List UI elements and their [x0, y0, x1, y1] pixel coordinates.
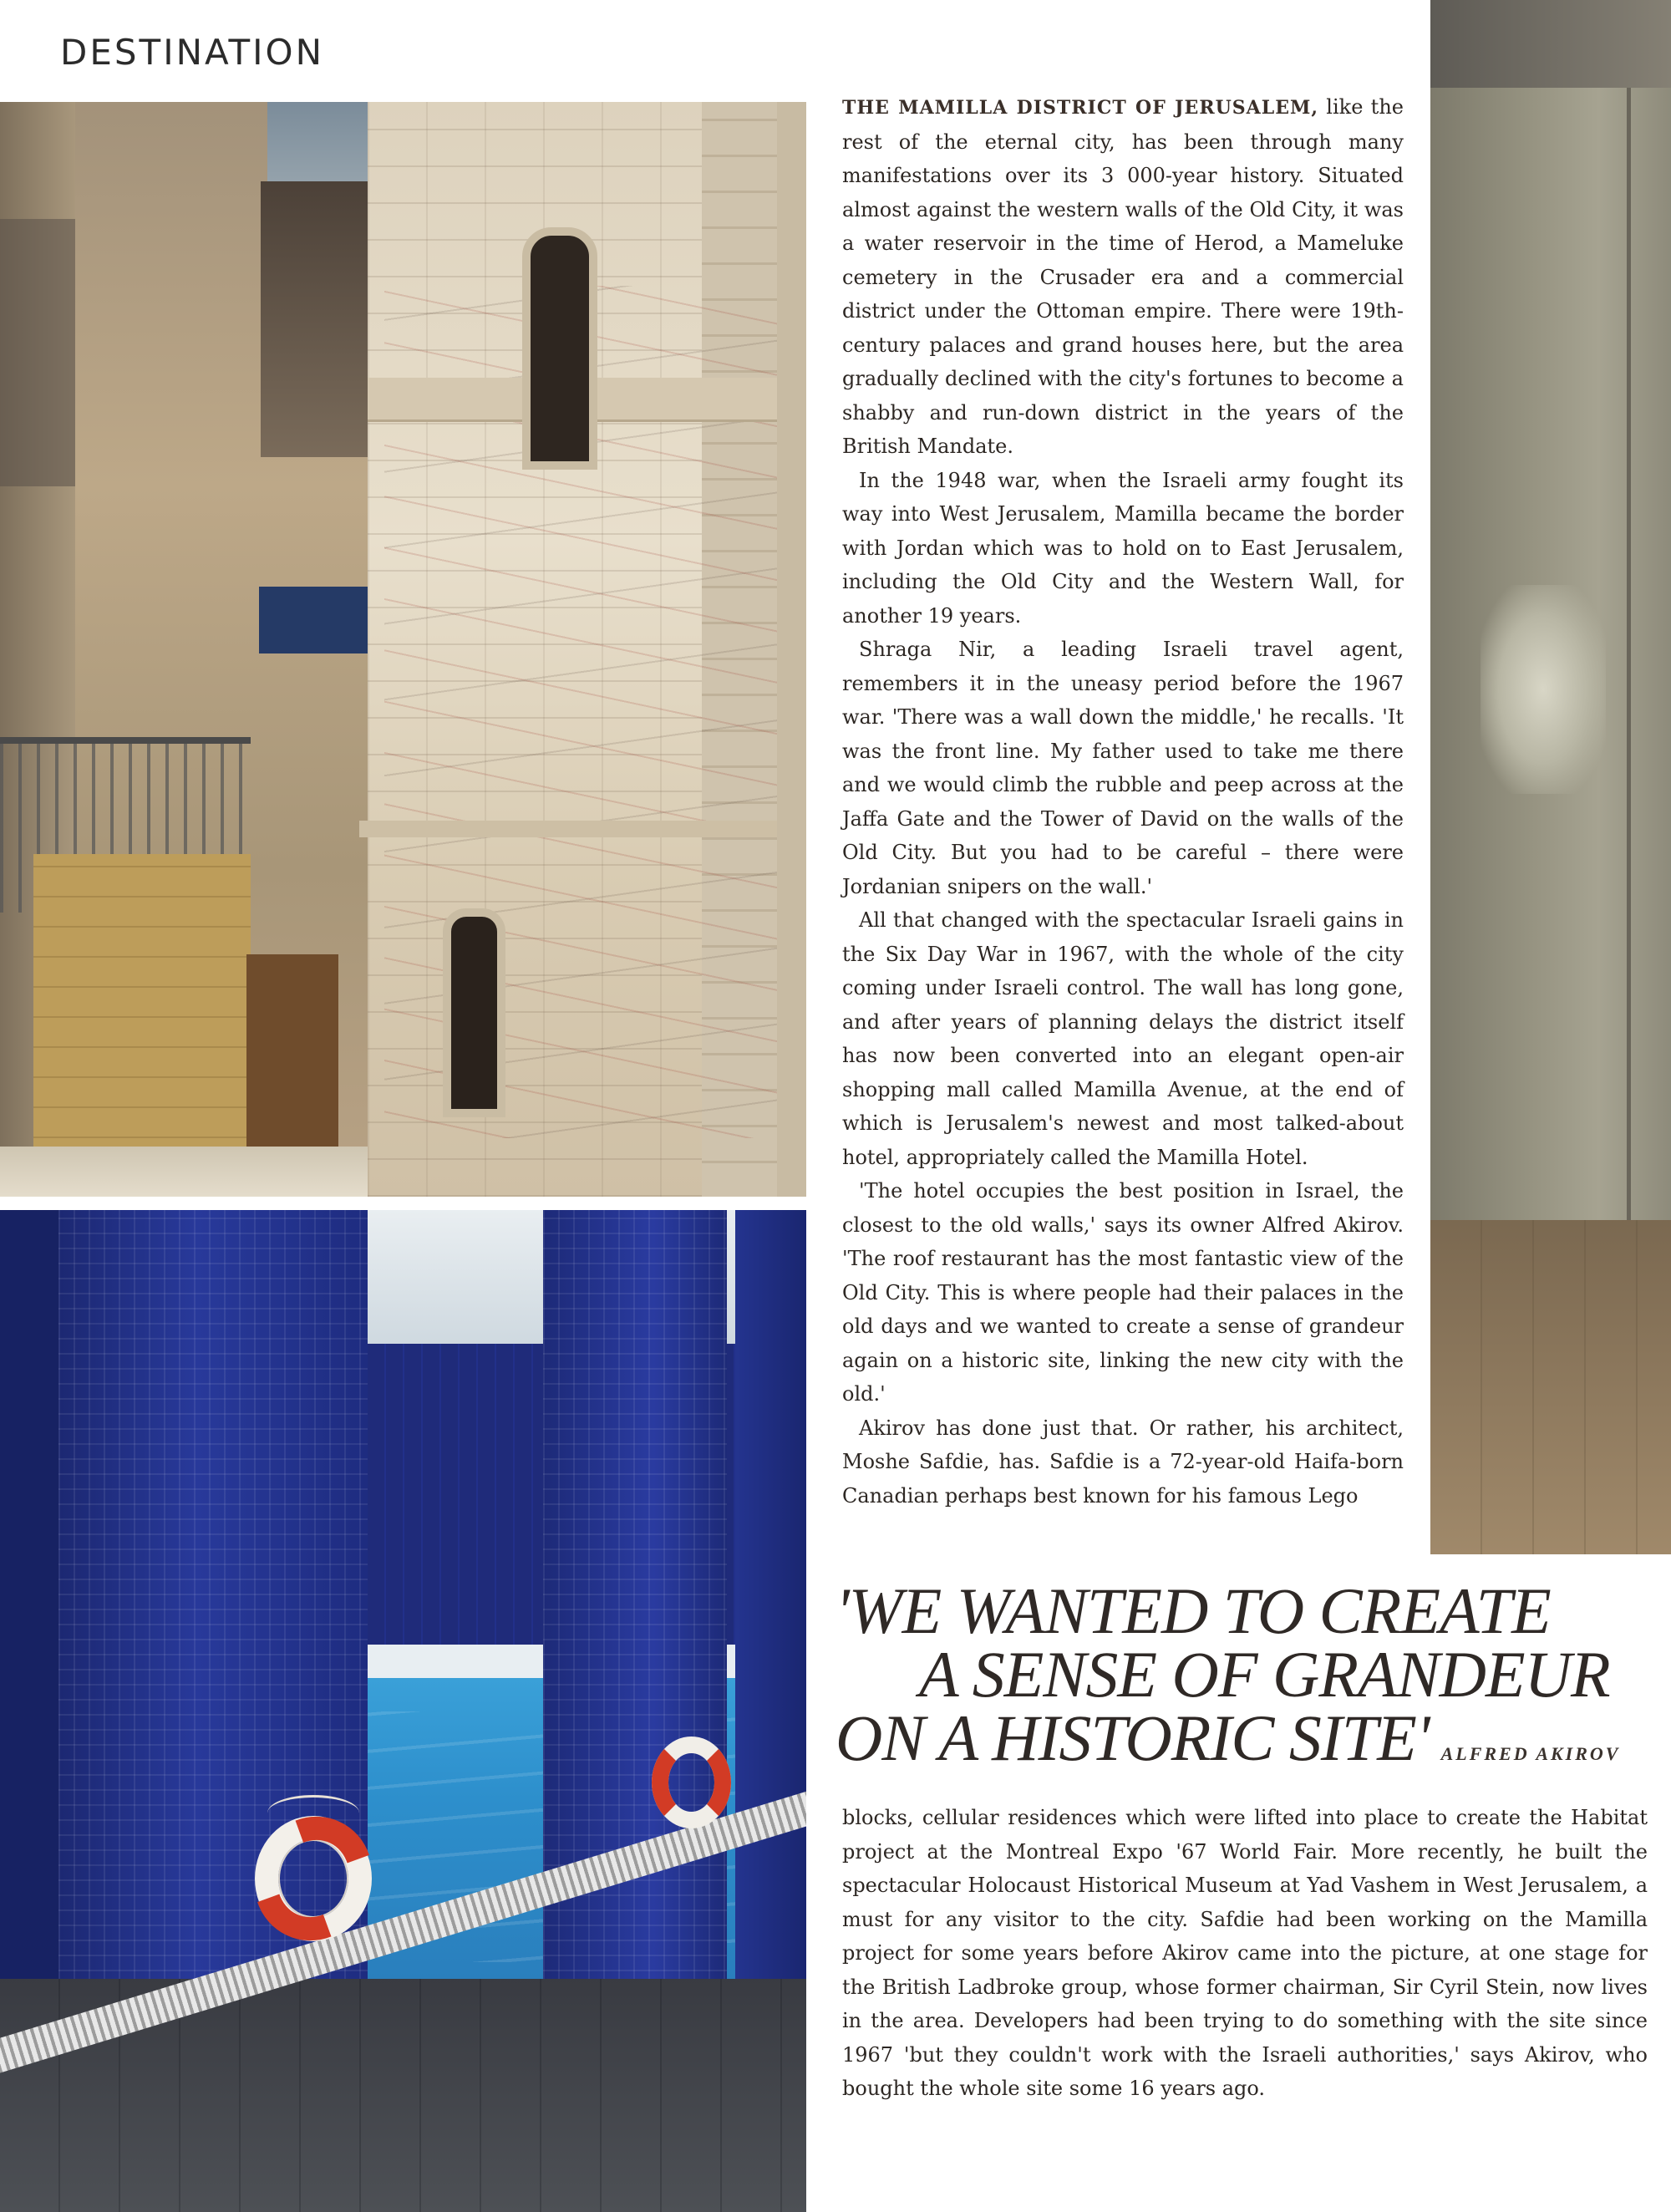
paragraph: In the 1948 war, when the Israeli army fought its way into West Jerusalem, Mamilla became the border with Jordan which was to hold on to East Jerusalem, including the Old City and the Western Wall, for another 19 years. [842, 468, 1404, 628]
article-continuation [842, 1801, 1648, 2106]
pull-quote-line: A SENSE OF GRANDEUR [919, 1638, 1610, 1711]
sandstone-block-wall [33, 854, 251, 1197]
article-column [842, 90, 1404, 1513]
paragraph: 'The hotel occupies the best position in Israel, the closest to the old walls,' says its owner Alfred Akirov. 'The roof restaurant has the most fantastic view of the Old City. This is where people had their palaces in the old days and we wanted to create a sense of grandeur again on a historic site, linking the new city with the old.' [842, 1179, 1404, 1406]
paragraph: THE MAMILLA DISTRICT OF JERUSALEM, like the rest of the eternal city, has been through many manifestations over its 3 000-year history. Situated almost against the western walls of the Old City, it was a water reservoir in the time of Herod, a Mameluke cemetery in the Crusader era and a commercial district under the Ottoman empire. There were 19th-century palaces and grand houses here, but the area gradually declined with the city's fortunes to become a shabby and run-down district in the years of the British Mandate. [842, 95, 1404, 458]
paragraph: Shraga Nir, a leading Israeli travel agent, remembers it in the uneasy period before the 1967 war. 'There was a wall down the middle,' he recalls. 'It was the front line. My father used to take me there and we would climb the rubble and peep across at the Jaffa Gate and the Tower of David on the walls of the Old City. But you had to be careful – there were Jordanian snipers on the wall.' [842, 638, 1404, 898]
blue-beam [259, 587, 376, 653]
paragraph: All that changed with the spectacular Israeli gains in the Six Day War in 1967, with the whole of the city coming under Israeli control. The wall has long gone, and after years of planning delays the district itself has now been converted into an elegant open-air shopping mall called Mamilla Avenue, at the end of which is Jerusalem's newest and most talked-about hotel, appropriately called the Mamilla Hotel. [842, 908, 1404, 1169]
arched-window-lower [443, 908, 505, 1117]
paragraph: blocks, cellular residences which were lifted into place to create the Habitat project at the Montreal Expo '67 World Fair. More recently, he built the spectacular Holocaust Historical Museum at Yad Vashem in West Jerusalem, a must for any visitor to the city. Safdie had been working on the Mamilla project for some years before Akirov came into the picture, at one stage for the British Ladbroke group, whose former chairman, Sir Cyril Stein, now lives in the area. Developers had been trying to do something with the site since 1967 'but they couldn't work with the Israeli authorities,' says Akirov, who bought the whole site some 16 years ago. [842, 1806, 1648, 2100]
lead-in: THE MAMILLA DISTRICT OF JERUSALEM, [842, 97, 1318, 119]
pull-quote [836, 1574, 1663, 1786]
paragraph: Akirov has done just that. Or rather, his architect, Moshe Safdie, has. Safdie is a 72-year-old Haifa-born Canadian perhaps best known for his famous Lego [842, 1416, 1404, 1508]
pull-quote-line: ON A HISTORIC SITE' [836, 1701, 1430, 1774]
arched-window-upper [522, 227, 597, 470]
pool-photo [0, 1210, 806, 2212]
doorway [246, 954, 338, 1147]
pull-quote-line: 'WE WANTED TO CREATE [836, 1574, 1551, 1647]
pull-quote-attribution: ALFRED AKIROV [1440, 1743, 1621, 1764]
section-label: DESTINATION [60, 32, 324, 73]
interior-strip-photo [1430, 0, 1671, 1554]
tower-photo [0, 102, 806, 1197]
